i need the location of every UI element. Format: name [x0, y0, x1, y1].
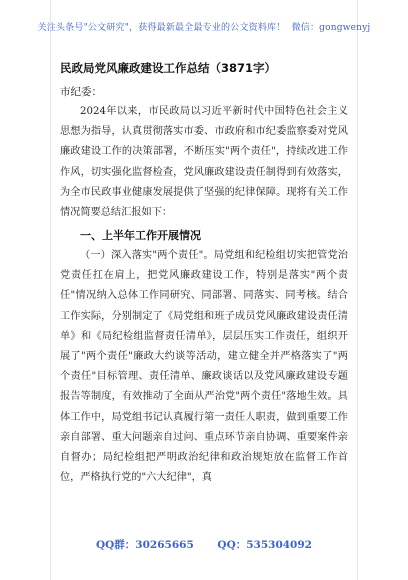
footer [0, 537, 408, 552]
section-heading: 一、上半年工作开展情况 [80, 229, 201, 242]
document-title: 民政局党风廉政建设工作总结（3871字） [60, 61, 277, 75]
header-banner [0, 20, 408, 33]
paragraph-2: （一）深入落实"两个责任"。局党组和纪检组切实把管党治党责任扛在肩上，把党风廉政建设工作，特别是落实"两个责任"情况纳入总体工作同研究、同部署、同落实、同考核。结合工作实际，分别制定了《局党组和班子成员党风廉政建设责任清单》和《局纪检组监督责任清单》，层层压实工作责任，组织开展了"两个责任"廉政大约谈等活动，建立健全并严格落实了"两个责任"目标管理、责任清单、廉政谈话以及党风廉政建设专题报告等制度，有效推动了全面从严治党"两个责任"落地生效。具体工作中，局党组书记认真履行第一责任人职责，做到重要工作亲自部署、重大问题亲自过问、重点环节亲自协调、重要案件亲自督办；局纪检组把严明政治纪律和政治规矩放在监督工作首位，严格执行党的"六大纪律"，真 [60, 250, 348, 484]
header-banner-text: 关注头条号"公文研究"，获得最新最全最专业的公文资料库！ 微信：gongwenyj [37, 23, 371, 33]
footer-qq-group: QQ群：30265665 [96, 539, 194, 551]
paragraph-1: 2024年以来，市民政局以习近平新时代中国特色社会主义思想为指导，认真贯彻落实市委、市政府和市纪委监察委对党风廉政建设工作的决策部署，不断压实"两个责任"，持续改进工作作风，切实强化监督检查，党风廉政建设责任制得到有效落实，为全市民政事业健康发展提供了坚强的纪律保障。现将有关工作情况简要总结汇报如下： [60, 106, 348, 219]
footer-qq: QQ：535304092 [217, 539, 312, 551]
salutation: 市纪委： [60, 86, 102, 98]
